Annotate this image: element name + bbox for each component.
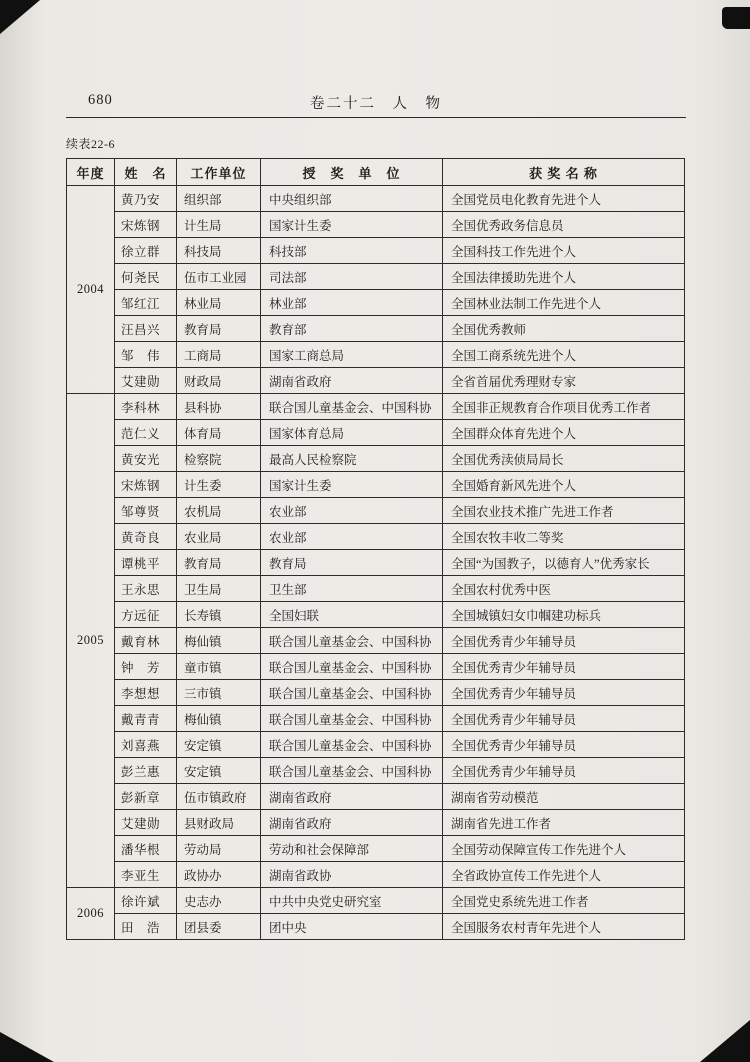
- scan-artifact-top-left: [0, 0, 40, 34]
- awarding-unit-cell: 联合国儿童基金会、中国科协: [261, 706, 443, 732]
- table-row: [67, 446, 685, 472]
- table-row: [67, 732, 685, 758]
- name-cell: 艾建勋: [115, 368, 177, 394]
- award-name-cell: 全国优秀青少年辅导员: [443, 758, 685, 784]
- awards-table: [66, 158, 685, 940]
- award-name-cell: 全国非正规教育合作项目优秀工作者: [443, 394, 685, 420]
- award-name-cell: 全国工商系统先进个人: [443, 342, 685, 368]
- scan-artifact-bottom-left: [0, 1032, 54, 1062]
- table-row: [67, 212, 685, 238]
- work-unit-cell: 安定镇: [177, 732, 261, 758]
- name-cell: 李亚生: [115, 862, 177, 888]
- award-name-cell: 全国优秀青少年辅导员: [443, 654, 685, 680]
- awarding-unit-cell: 国家体育总局: [261, 420, 443, 446]
- awarding-unit-cell: 劳动和社会保障部: [261, 836, 443, 862]
- work-unit-cell: 三市镇: [177, 680, 261, 706]
- table-row: [67, 576, 685, 602]
- award-name-cell: 全国农村优秀中医: [443, 576, 685, 602]
- work-unit-cell: 教育局: [177, 316, 261, 342]
- award-name-cell: 全国优秀教师: [443, 316, 685, 342]
- award-name-cell: 全省政协宣传工作先进个人: [443, 862, 685, 888]
- name-cell: 邹 伟: [115, 342, 177, 368]
- awarding-unit-cell: 国家计生委: [261, 472, 443, 498]
- column-header-2: 工作单位: [177, 159, 261, 186]
- work-unit-cell: 工商局: [177, 342, 261, 368]
- awarding-unit-cell: 联合国儿童基金会、中国科协: [261, 628, 443, 654]
- work-unit-cell: 教育局: [177, 550, 261, 576]
- name-cell: 戴青青: [115, 706, 177, 732]
- name-cell: 潘华根: [115, 836, 177, 862]
- work-unit-cell: 童市镇: [177, 654, 261, 680]
- name-cell: 徐立群: [115, 238, 177, 264]
- name-cell: 汪昌兴: [115, 316, 177, 342]
- table-row: [67, 654, 685, 680]
- awarding-unit-cell: 国家计生委: [261, 212, 443, 238]
- work-unit-cell: 计生局: [177, 212, 261, 238]
- scan-artifact-bottom-right: [700, 1020, 750, 1062]
- work-unit-cell: 县科协: [177, 394, 261, 420]
- name-cell: 王永思: [115, 576, 177, 602]
- table-row: [67, 498, 685, 524]
- name-cell: 钟 芳: [115, 654, 177, 680]
- column-header-3: 授 奖 单 位: [261, 159, 443, 186]
- name-cell: 何尧民: [115, 264, 177, 290]
- work-unit-cell: 科技局: [177, 238, 261, 264]
- name-cell: 徐许斌: [115, 888, 177, 914]
- work-unit-cell: 计生委: [177, 472, 261, 498]
- name-cell: 李想想: [115, 680, 177, 706]
- name-cell: 宋炼钢: [115, 212, 177, 238]
- work-unit-cell: 政协办: [177, 862, 261, 888]
- table-row: [67, 758, 685, 784]
- name-cell: 田 浩: [115, 914, 177, 940]
- name-cell: 黄安光: [115, 446, 177, 472]
- table-row: [67, 810, 685, 836]
- table-label: 续表22-6: [66, 137, 115, 151]
- work-unit-cell: 林业局: [177, 290, 261, 316]
- table-row: [67, 888, 685, 914]
- name-cell: 谭桃平: [115, 550, 177, 576]
- column-header-0: 年度: [67, 159, 115, 186]
- award-name-cell: 全国劳动保障宣传工作先进个人: [443, 836, 685, 862]
- name-cell: 彭新章: [115, 784, 177, 810]
- awarding-unit-cell: 联合国儿童基金会、中国科协: [261, 394, 443, 420]
- awarding-unit-cell: 司法部: [261, 264, 443, 290]
- page-header: [66, 92, 686, 115]
- work-unit-cell: 卫生局: [177, 576, 261, 602]
- awarding-unit-cell: 联合国儿童基金会、中国科协: [261, 732, 443, 758]
- award-name-cell: 全国婚育新风先进个人: [443, 472, 685, 498]
- page-title: 卷二十二 人 物: [310, 96, 442, 112]
- work-unit-cell: 伍市工业园: [177, 264, 261, 290]
- awarding-unit-cell: 科技部: [261, 238, 443, 264]
- awarding-unit-cell: 农业部: [261, 498, 443, 524]
- awarding-unit-cell: 联合国儿童基金会、中国科协: [261, 654, 443, 680]
- awarding-unit-cell: 教育局: [261, 550, 443, 576]
- table-row: [67, 836, 685, 862]
- name-cell: 艾建勋: [115, 810, 177, 836]
- work-unit-cell: 农机局: [177, 498, 261, 524]
- name-cell: 范仁义: [115, 420, 177, 446]
- awarding-unit-cell: 卫生部: [261, 576, 443, 602]
- work-unit-cell: 梅仙镇: [177, 706, 261, 732]
- work-unit-cell: 伍市镇政府: [177, 784, 261, 810]
- table-row: [67, 862, 685, 888]
- award-name-cell: 全国优秀青少年辅导员: [443, 706, 685, 732]
- header-rule: [66, 117, 686, 118]
- table-row: [67, 472, 685, 498]
- work-unit-cell: 长寿镇: [177, 602, 261, 628]
- name-cell: 黄奇良: [115, 524, 177, 550]
- name-cell: 李科林: [115, 394, 177, 420]
- awarding-unit-cell: 中共中央党史研究室: [261, 888, 443, 914]
- award-name-cell: 湖南省先进工作者: [443, 810, 685, 836]
- award-name-cell: 全国城镇妇女巾帼建功标兵: [443, 602, 685, 628]
- award-name-cell: 全国农牧丰收二等奖: [443, 524, 685, 550]
- name-cell: 黄乃安: [115, 186, 177, 212]
- work-unit-cell: 财政局: [177, 368, 261, 394]
- year-cell: 2006: [67, 888, 115, 940]
- table-row: [67, 628, 685, 654]
- table-row: [67, 238, 685, 264]
- award-name-cell: 全国农业技术推广先进工作者: [443, 498, 685, 524]
- table-row: [67, 316, 685, 342]
- work-unit-cell: 体育局: [177, 420, 261, 446]
- table-row: [67, 290, 685, 316]
- year-cell: 2005: [67, 394, 115, 888]
- name-cell: 邹尊贤: [115, 498, 177, 524]
- table-row: [67, 368, 685, 394]
- work-unit-cell: 史志办: [177, 888, 261, 914]
- table-row: [67, 706, 685, 732]
- table-row: [67, 784, 685, 810]
- award-name-cell: 全国优秀政务信息员: [443, 212, 685, 238]
- awarding-unit-cell: 湖南省政府: [261, 784, 443, 810]
- table-row: [67, 186, 685, 212]
- awarding-unit-cell: 农业部: [261, 524, 443, 550]
- work-unit-cell: 劳动局: [177, 836, 261, 862]
- award-name-cell: 全国群众体育先进个人: [443, 420, 685, 446]
- award-name-cell: 全国林业法制工作先进个人: [443, 290, 685, 316]
- table-header-row: [67, 159, 685, 186]
- work-unit-cell: 农业局: [177, 524, 261, 550]
- awarding-unit-cell: 全国妇联: [261, 602, 443, 628]
- work-unit-cell: 县财政局: [177, 810, 261, 836]
- table-row: [67, 394, 685, 420]
- page-content: [66, 92, 686, 940]
- scan-artifact-top-right: [722, 7, 750, 29]
- table-row: [67, 420, 685, 446]
- work-unit-cell: 组织部: [177, 186, 261, 212]
- award-name-cell: 全国法律援助先进个人: [443, 264, 685, 290]
- award-name-cell: 全国优秀青少年辅导员: [443, 732, 685, 758]
- table-row: [67, 524, 685, 550]
- award-name-cell: 全国优秀渎侦局局长: [443, 446, 685, 472]
- awarding-unit-cell: 湖南省政协: [261, 862, 443, 888]
- awarding-unit-cell: 林业部: [261, 290, 443, 316]
- award-name-cell: 全省首届优秀理财专家: [443, 368, 685, 394]
- work-unit-cell: 安定镇: [177, 758, 261, 784]
- award-name-cell: 全国“为国教子，以德育人”优秀家长: [443, 550, 685, 576]
- column-header-1: 姓 名: [115, 159, 177, 186]
- awarding-unit-cell: 国家工商总局: [261, 342, 443, 368]
- table-row: [67, 914, 685, 940]
- award-name-cell: 全国科技工作先进个人: [443, 238, 685, 264]
- awarding-unit-cell: 联合国儿童基金会、中国科协: [261, 758, 443, 784]
- award-name-cell: 全国优秀青少年辅导员: [443, 680, 685, 706]
- table-row: [67, 680, 685, 706]
- table-row: [67, 342, 685, 368]
- award-name-cell: 全国服务农村青年先进个人: [443, 914, 685, 940]
- awarding-unit-cell: 湖南省政府: [261, 368, 443, 394]
- name-cell: 戴育林: [115, 628, 177, 654]
- award-name-cell: 全国党员电化教育先进个人: [443, 186, 685, 212]
- awarding-unit-cell: 最高人民检察院: [261, 446, 443, 472]
- work-unit-cell: 梅仙镇: [177, 628, 261, 654]
- award-name-cell: 湖南省劳动模范: [443, 784, 685, 810]
- name-cell: 方远征: [115, 602, 177, 628]
- name-cell: 邹红江: [115, 290, 177, 316]
- name-cell: 刘喜燕: [115, 732, 177, 758]
- page-number: 680: [88, 92, 113, 108]
- name-cell: 宋炼钢: [115, 472, 177, 498]
- table-row: [67, 264, 685, 290]
- awarding-unit-cell: 团中央: [261, 914, 443, 940]
- work-unit-cell: 团县委: [177, 914, 261, 940]
- work-unit-cell: 检察院: [177, 446, 261, 472]
- table-row: [67, 550, 685, 576]
- awarding-unit-cell: 中央组织部: [261, 186, 443, 212]
- table-row: [67, 602, 685, 628]
- year-cell: 2004: [67, 186, 115, 394]
- name-cell: 彭兰惠: [115, 758, 177, 784]
- awarding-unit-cell: 教育部: [261, 316, 443, 342]
- column-header-4: 获 奖 名 称: [443, 159, 685, 186]
- award-name-cell: 全国党史系统先进工作者: [443, 888, 685, 914]
- award-name-cell: 全国优秀青少年辅导员: [443, 628, 685, 654]
- awarding-unit-cell: 联合国儿童基金会、中国科协: [261, 680, 443, 706]
- awarding-unit-cell: 湖南省政府: [261, 810, 443, 836]
